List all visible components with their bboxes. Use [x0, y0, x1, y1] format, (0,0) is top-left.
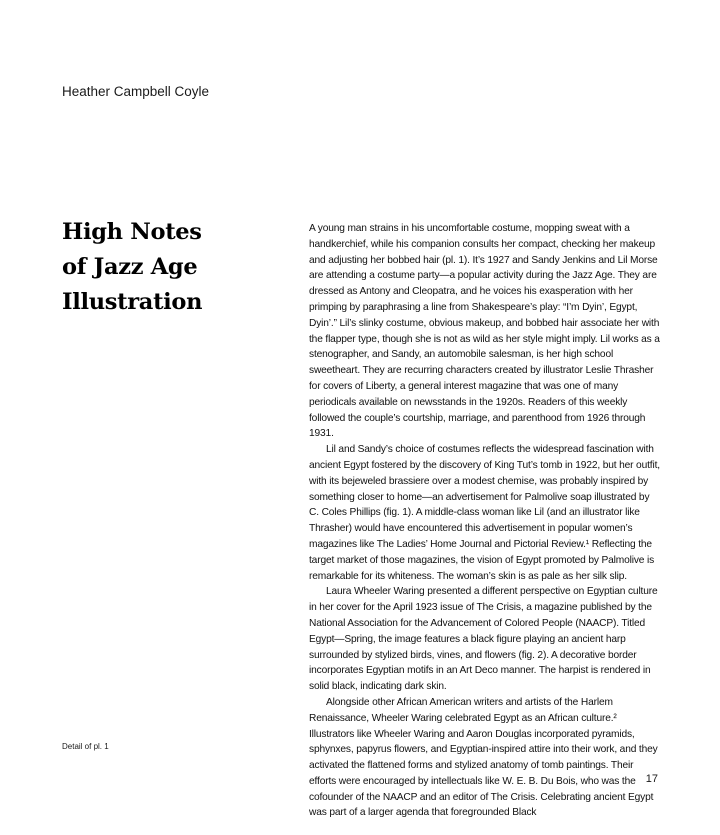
body-text	[309, 221, 661, 821]
figure-caption: Detail of pl. 1	[62, 742, 109, 751]
paragraph: Lil and Sandy’s choice of costumes reflects the widespread fascination with ancient Egypt fostered by the discovery of King Tut’s tomb in 1922, but her outfit, with its bejeweled brassiere over a modest chemise, was probably inspired by something closer to home—an advertisement for Palmolive soap illustrated by C. Coles Phillips (fig. 1). A middle-class woman like Lil (and an illustrator like Thrasher) would have encountered this advertisement in popular women’s magazines like The Ladies’ Home Journal and Pictorial Review.¹ Reflecting the target market of those magazines, the vision of Egypt promoted by Palmolive is remarkable for its whiteness. The woman’s skin is as pale as her silk slip.	[309, 444, 660, 582]
author-name: Heather Campbell Coyle	[62, 84, 210, 99]
paragraph: Alongside other African American writers and artists of the Harlem Renaissance, Wheeler Waring celebrated Egypt as an African culture.² Illustrators like Wheeler Waring and Aaron Douglas incorporated pyramids, sphynxes, papyrus flowers, and Egyptian-inspired attire into their work, and they activated the flattened forms and stylized anatomy of tomb paintings. Their efforts were encouraged by intellectuals like W. E. B. Du Bois, who was the cofounder of the NAACP and an editor of The Crisis. Celebrating ancient Egypt was part of a larger agenda that foregrounded Black	[309, 696, 658, 819]
page-number: 17	[645, 773, 658, 785]
title-line: of Jazz Age	[62, 254, 198, 280]
chapter-title	[62, 215, 287, 320]
paragraph: A young man strains in his uncomfortable costume, mopping sweat with a handkerchief, while his companion consults her compact, checking her makeup and adjusting her bobbed hair (pl. 1). It’s 1927 and Sandy Jenkins and Lil Morse are attending a costume party—a popular activity during the Jazz Age. They are dressed as Antony and Cleopatra, and he voices his exasperation with her primping by paraphrasing a line from Shakespeare’s play: “I’m Dyin’, Egypt, Dyin’.” Lil’s slinky costume, obvious makeup, and bobbed hair associate her with the flapper type, though she is not as wild as her style might imply. Lil works as a stenographer, and Sandy, an automobile salesman, is her high school sweetheart. They are recurring characters created by illustrator Leslie Thrasher for covers of Liberty, a general interest magazine that was one of many periodicals available on newsstands in the 1920s. Readers of this weekly followed the couple’s courtship, marriage, and parenthood from 1926 through 1931.	[309, 223, 660, 440]
title-line: High Notes	[62, 219, 202, 245]
title-line: Illustration	[62, 289, 203, 315]
paragraph: Laura Wheeler Waring presented a different perspective on Egyptian culture in her cover for the April 1923 issue of The Crisis, a magazine published by the National Association for the Advancement of Colored People (NAACP). Titled Egypt—Spring, the image features a black figure playing an ancient harp surrounded by stylized birds, vines, and flowers (fig. 2). A decorative border incorporates Egyptian motifs in an Art Deco manner. The harpist is rendered in solid black, indicating dark skin.	[309, 586, 658, 693]
